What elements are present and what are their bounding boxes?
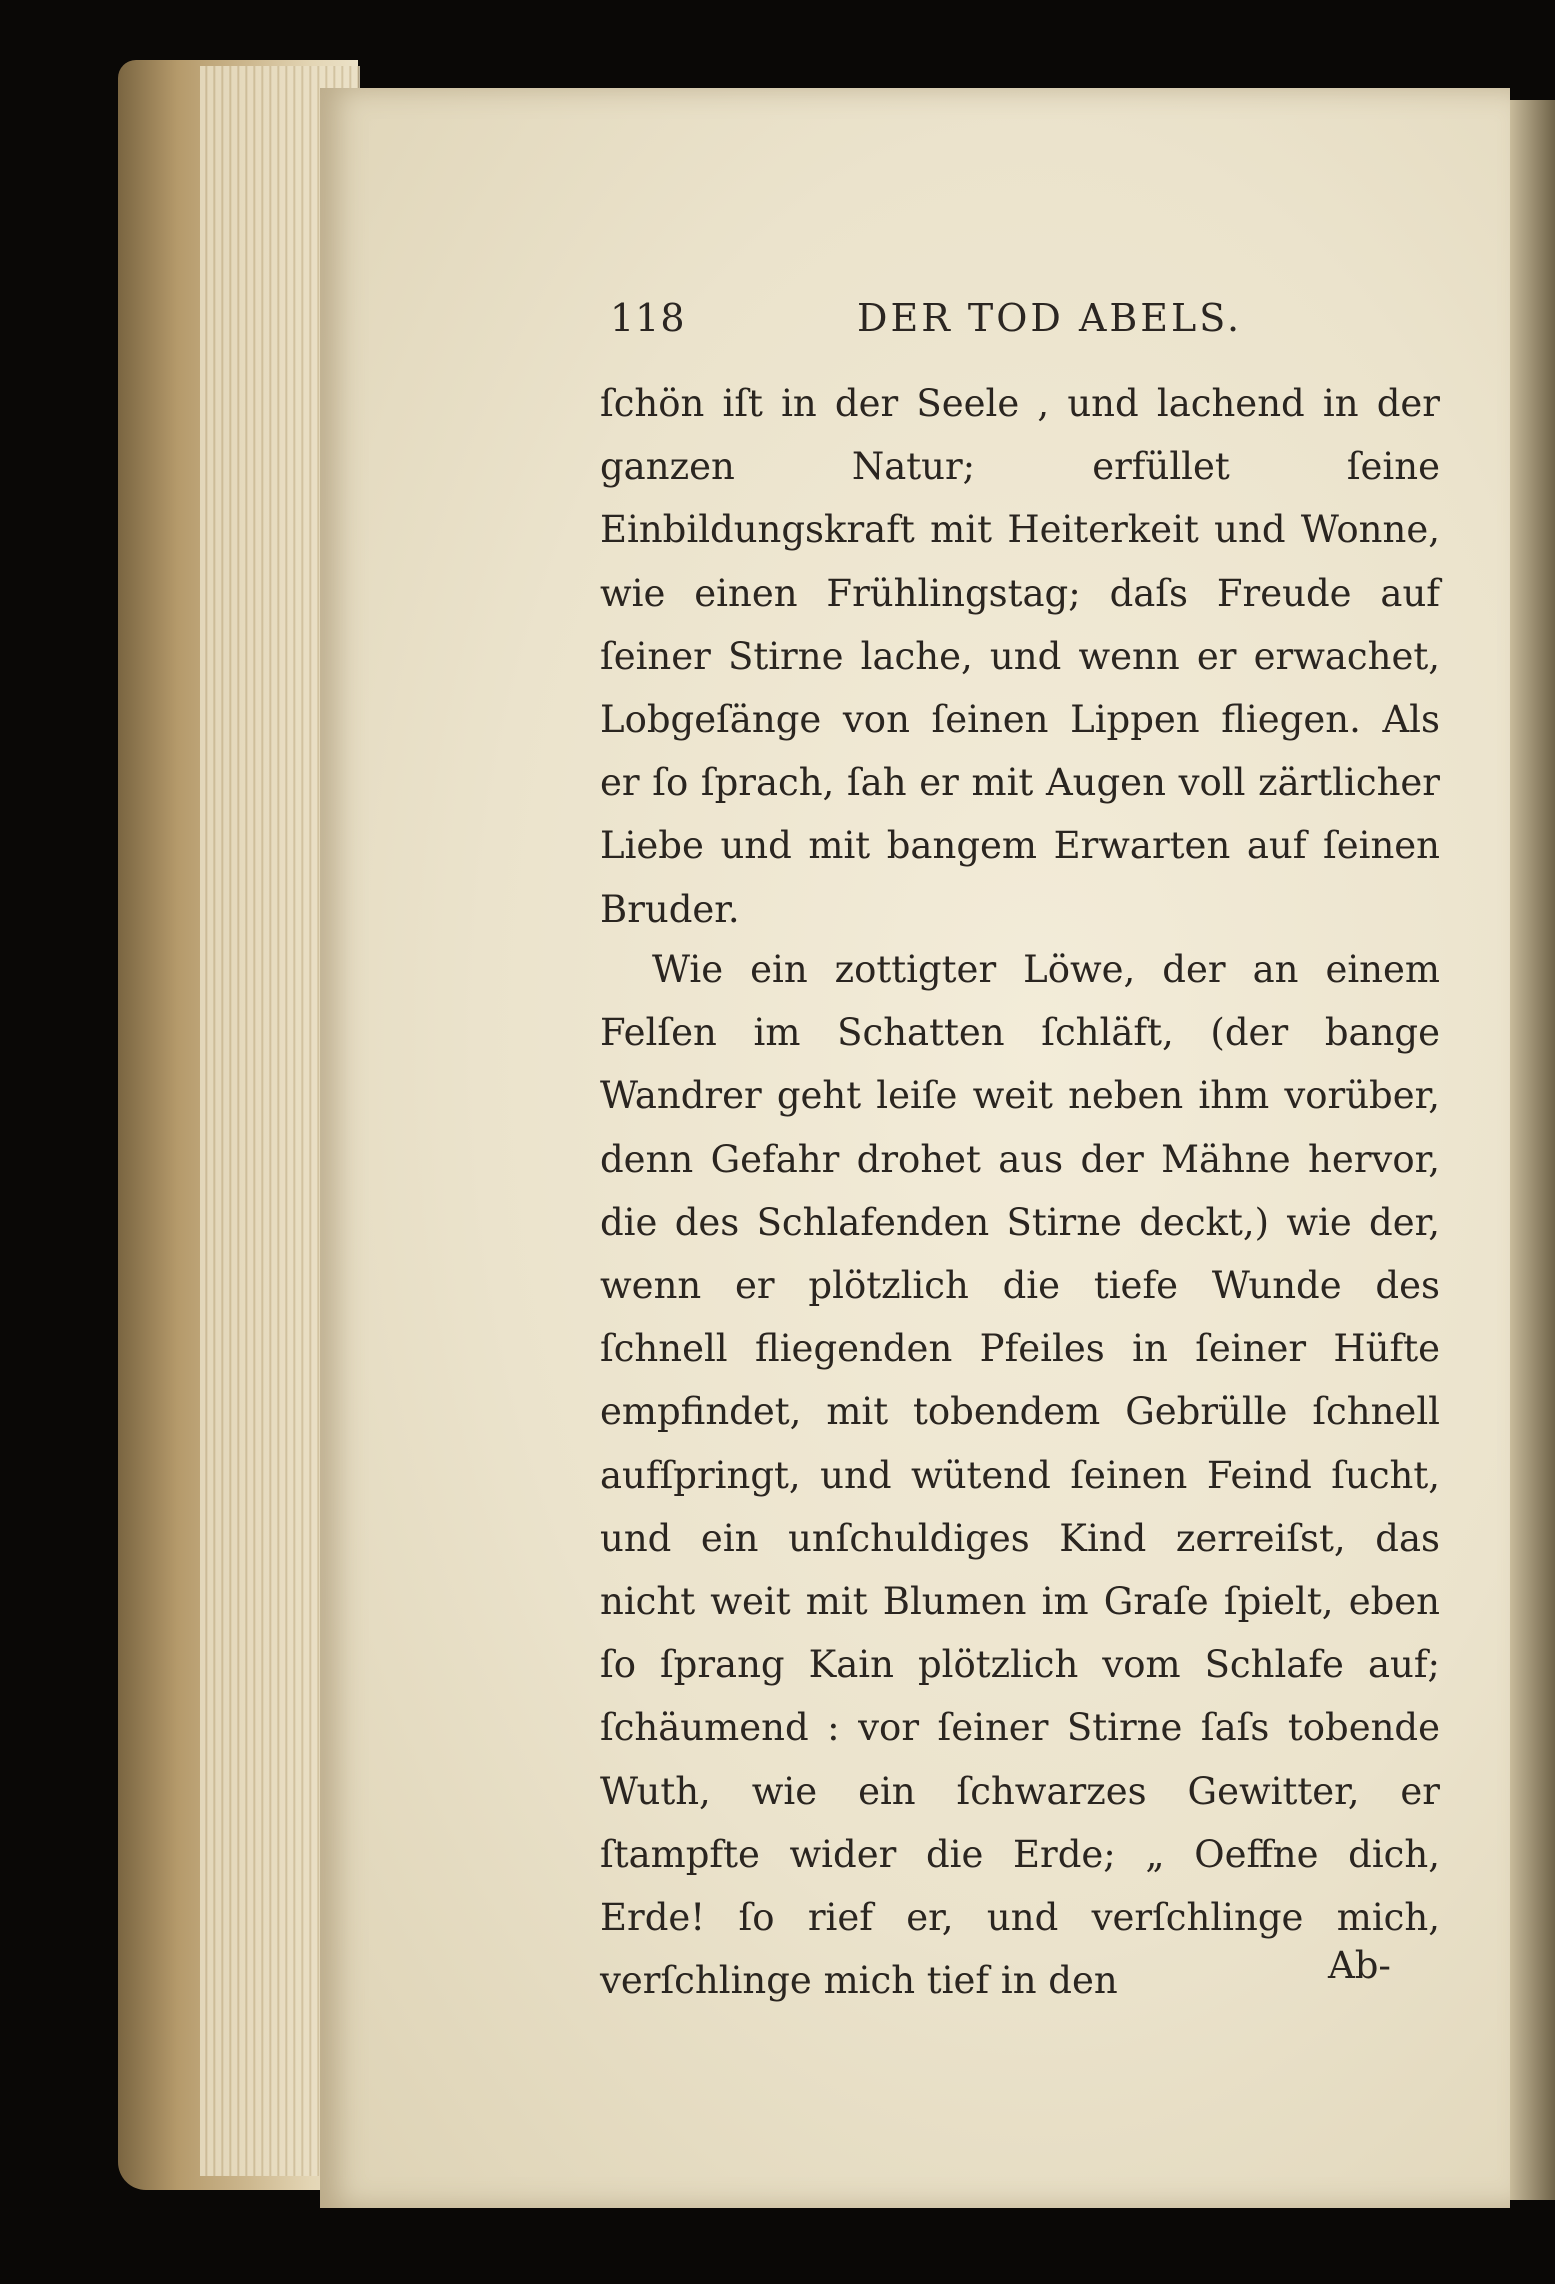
facing-page-edge [1510, 100, 1555, 2200]
catchword: Ab- [1328, 1944, 1391, 1987]
page-header [610, 296, 1430, 356]
paragraph-1: ſchön iſt in der Seele , und lachend in der ganzen Natur; erfüllet ſeine Einbildungskraft mit Heiterkeit und Wonne, wie einen Frühlingstag; daſs Freude auf ſeiner Stirne lache, und wenn er erwachet, Lobgeſänge von ſeinen Lippen fliegen. Als er ſo ſprach, ſah er mit Augen voll zärtlicher Liebe und mit bangem Erwarten auf ſeinen Bruder. [600, 382, 1440, 931]
running-head: DER TOD ABELS. [857, 296, 1243, 340]
page-number: 118 [610, 296, 686, 340]
paragraph-2: Wie ein zottigter Löwe, der an einem Felſen im Schatten ſchläft, (der bange Wandrer geht leiſe weit neben ihm vorüber, denn Gefahr drohet aus der Mähne hervor, die des Schlafenden Stirne deckt,) wie der, wenn er plötzlich die tiefe Wunde des ſchnell fliegenden Pfeiles in ſeiner Hüfte empfindet, mit tobendem Gebrülle ſchnell aufſpringt, und wütend ſeinen Feind ſucht, und ein unſchuldiges Kind zerreiſst, das nicht weit mit Blumen im Graſe ſpielt, eben ſo ſprang Kain plötzlich vom Schlafe auf; ſchäumend : vor ſeiner Stirne ſaſs tobende Wuth, wie ein ſchwarzes Gewitter, er ſtampfte wider die Erde; „ Oeffne dich, Erde! ſo rief er, und verſchlinge mich, verſchlinge mich tief in den [600, 948, 1440, 2003]
